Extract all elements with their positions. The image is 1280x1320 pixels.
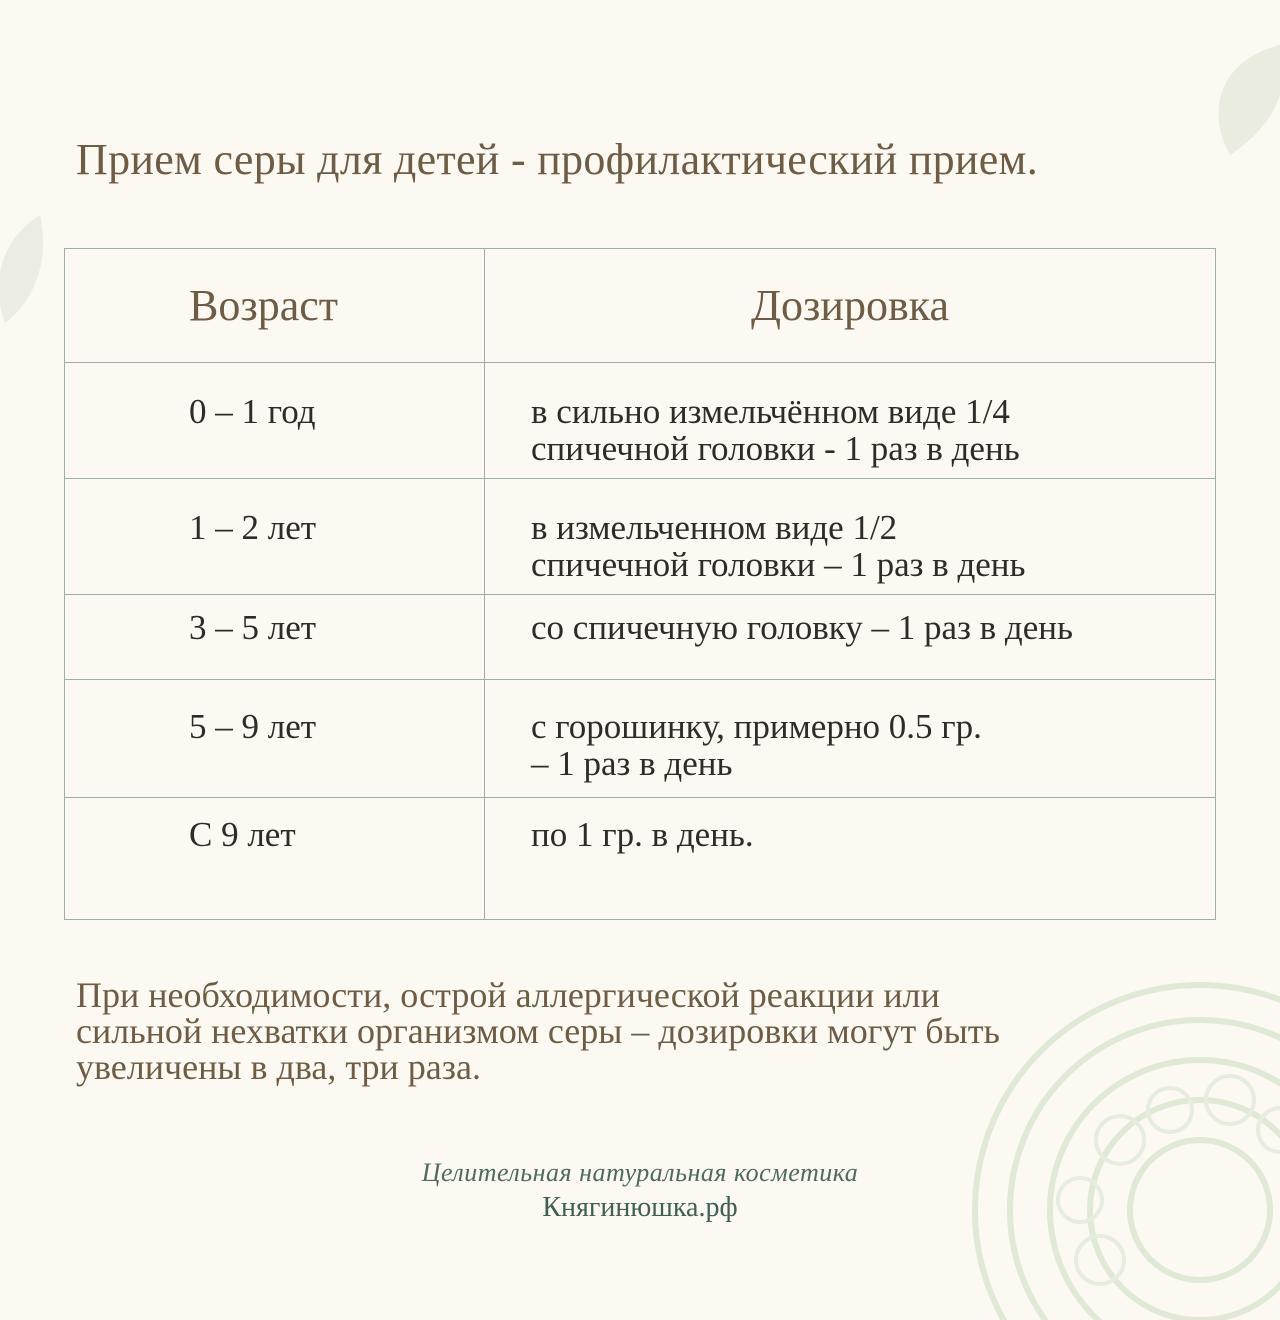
page-title: Прием серы для детей - профилактический прием. [76, 135, 1038, 184]
note-line: сильной нехватки организмом серы – дозировки могут быть [76, 1011, 1000, 1051]
dosage-line: со спичечную головку – 1 раз в день [531, 608, 1073, 647]
dosage-note [76, 977, 1256, 1085]
note-line: При необходимости, острой аллергической реакции или [76, 975, 940, 1015]
dosage-line: в сильно измельчённом виде 1/4 [531, 392, 1010, 431]
header-age: Возраст [65, 249, 485, 363]
dosage-cell [485, 479, 1216, 595]
dosage-table [64, 248, 1216, 920]
table-header-row [65, 249, 1216, 363]
age-cell: С 9 лет [65, 798, 485, 920]
dosage-cell [485, 680, 1216, 798]
brand-website: Княгинюшка.рф [542, 1192, 738, 1223]
dosage-line: спичечной головки - 1 раз в день [531, 429, 1020, 468]
table-row [65, 595, 1216, 680]
age-cell: 5 – 9 лет [65, 680, 485, 798]
table-row [65, 680, 1216, 798]
note-line: увеличены в два, три раза. [76, 1047, 481, 1087]
dosage-line: с горошинку, примерно 0.5 гр. [531, 707, 982, 746]
dosage-line: в измельченном виде 1/2 [531, 508, 898, 547]
age-cell: 0 – 1 год [65, 363, 485, 479]
table-row [65, 479, 1216, 595]
dosage-cell [485, 798, 1216, 920]
header-dosage: Дозировка [485, 249, 1216, 363]
dosage-cell [485, 595, 1216, 680]
age-cell: 3 – 5 лет [65, 595, 485, 680]
brand-tagline: Целительная натуральная косметика [421, 1158, 859, 1187]
table-row [65, 363, 1216, 479]
dosage-line: спичечной головки – 1 раз в день [531, 545, 1026, 584]
dosage-line: по 1 гр. в день. [531, 815, 754, 854]
age-cell: 1 – 2 лет [65, 479, 485, 595]
dosage-cell [485, 363, 1216, 479]
leaf-decoration-left [0, 215, 50, 325]
dosage-line: – 1 раз в день [531, 744, 733, 783]
table-row [65, 798, 1216, 920]
